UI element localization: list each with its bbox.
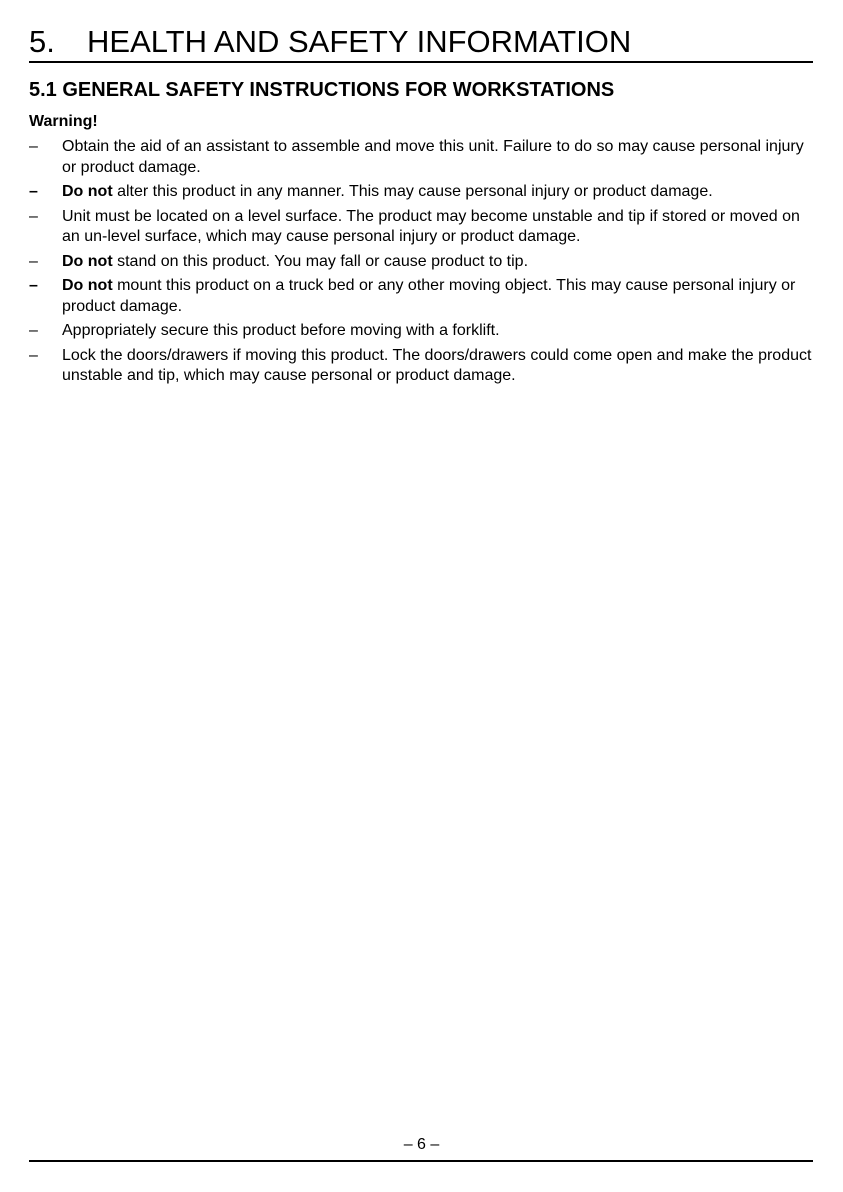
item-text: Lock the doors/drawers if moving this product. The doors/drawers could come open and make the product unstable and tip, which may cause personal or product damage.: [62, 346, 812, 384]
list-item: [29, 207, 819, 248]
subsection-heading: 5.1 GENERAL SAFETY INSTRUCTIONS FOR WORKSTATIONS: [29, 79, 615, 101]
bottom-divider: [29, 1160, 813, 1162]
warning-label: Warning!: [29, 113, 98, 130]
page-number: – 6 –: [403, 1136, 440, 1153]
item-text: mount this product on a truck bed or any other moving object. This may cause personal injury or product damage.: [62, 277, 796, 315]
section-heading: [29, 22, 631, 62]
item-text: Obtain the aid of an assistant to assemble and move this unit. Failure to do so may cause personal injury or product damage.: [62, 138, 804, 176]
list-item: [29, 137, 819, 178]
safety-instructions-list: [29, 137, 819, 391]
item-emphasis: Do not: [62, 183, 113, 200]
section-title: HEALTH AND SAFETY INFORMATION: [87, 24, 632, 59]
item-emphasis: Do not: [62, 277, 113, 294]
list-item: [29, 276, 819, 317]
item-text: stand on this product. You may fall or cause product to tip.: [112, 252, 529, 270]
list-item: [29, 321, 819, 342]
item-text: alter this product in any manner. This may cause personal injury or product damage.: [112, 183, 713, 200]
dash-bullet: –: [29, 183, 38, 200]
list-item: [29, 346, 819, 387]
list-item: [29, 252, 819, 273]
item-text: Appropriately secure this product before moving with a forklift.: [62, 322, 500, 339]
item-text: Unit must be located on a level surface. The product may become unstable and tip if stored or moved on an un-level surface, which may cause personal injury or product damage.: [62, 207, 800, 245]
top-divider: [29, 61, 813, 63]
dash-bullet: –: [29, 277, 38, 294]
dash-bullet: –: [29, 138, 38, 155]
dash-bullet: –: [29, 346, 38, 364]
dash-bullet: –: [29, 322, 38, 339]
item-emphasis: Do not: [62, 252, 113, 270]
dash-bullet: –: [29, 252, 38, 270]
list-item: [29, 182, 819, 203]
section-number: 5.: [29, 24, 55, 59]
dash-bullet: –: [29, 207, 38, 225]
